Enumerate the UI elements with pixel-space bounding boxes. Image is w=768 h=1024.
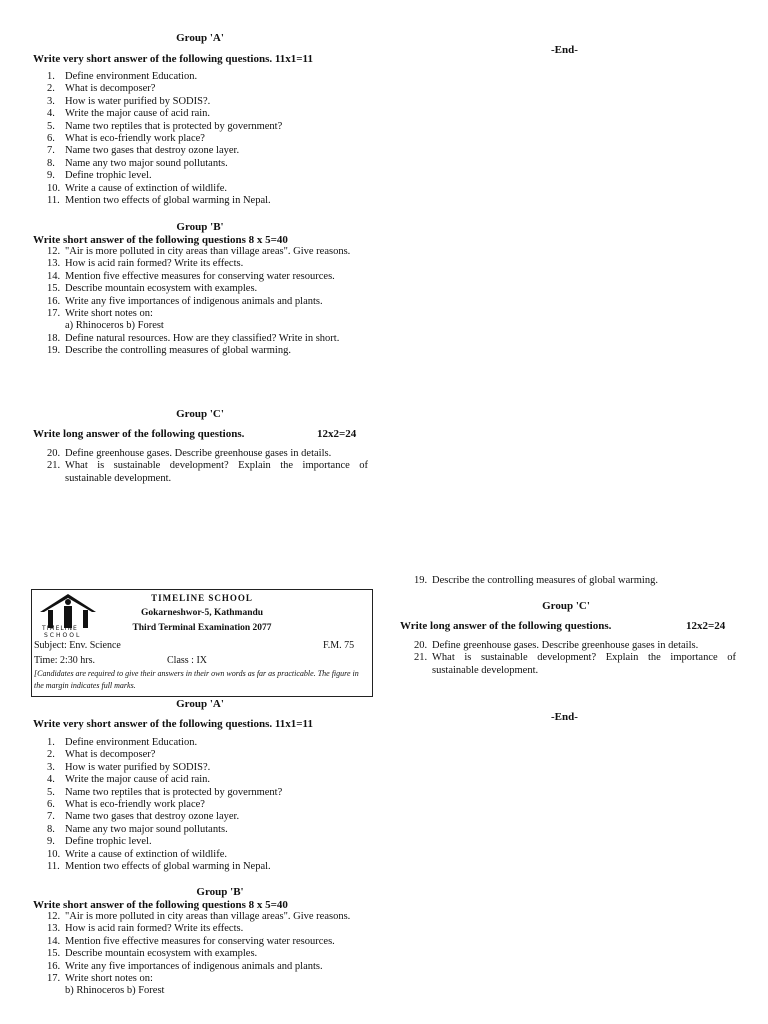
question-number: 3. [47,761,55,773]
question-number: 17. [47,973,61,985]
group-b-title: Group 'B' [176,221,224,233]
question-number: 15. [47,283,61,295]
question-item [33,345,368,357]
question-item [33,71,368,83]
question-text: "Air is more polluted in city areas than village areas". Give reasons. [65,246,351,257]
question-number: 15. [47,948,61,960]
question-item [33,849,368,861]
question-text: What is decomposer? [65,83,156,95]
question-number: 5. [47,120,55,132]
question-text: Describe mountain ecosystem with examples. [65,948,258,960]
question-text: Define natural resources. How are they classified? Write in short. [65,332,340,344]
question-text: Mention five effective measures for conserving water resources. [65,935,335,947]
candidate-note: [Candidates are required to give their answers in their own words as far as practicable. The figure in the margin indicates full marks. [34,669,359,690]
question-item [33,737,368,749]
question-text: Write short notes on: [65,973,153,985]
question-text: How is acid rain formed? Write its effects. [65,923,244,935]
question-item [33,158,368,170]
question-text: Name any two major sound pollutants. [65,157,228,169]
question-text: Name any two major sound pollutants. [65,823,228,835]
question-text: Name two reptiles that is protected by government? [65,786,283,798]
question-number: 11. [47,861,60,873]
question-text: What is sustainable development? Explain the importance of sustainable development. [432,652,736,676]
question-number: 7. [47,145,55,157]
question-item [33,799,368,811]
school-address: Gokarneshwor-5, Kathmandu [140,608,264,618]
question-item [33,283,368,295]
group-b-list [33,246,368,358]
group-b-title-2: Group 'B' [196,886,244,898]
group-b-heading-2: Write short answer of the following questions 8 x 5=40 [33,899,288,911]
question-number: 8. [47,157,55,169]
school-header [31,589,373,697]
question-text: Name two reptiles that is protected by government? [65,120,283,132]
question-text: Write the major cause of acid rain. [65,774,211,786]
question-item [33,836,368,848]
question-number: 14. [47,935,61,947]
group-a-title: Group 'A' [176,32,224,44]
question-item [33,170,368,182]
question-number: 3. [47,95,55,107]
group-c-title-2: Group 'C' [542,600,590,612]
question-number: 8. [47,823,55,835]
question-text: Write a cause of extinction of wildlife. [65,182,227,194]
question-number: 20. [414,640,428,651]
question-text: Describe the controlling measures of global warming. [432,575,658,586]
question-item [33,121,368,133]
question-item [33,308,368,320]
group-a-list-2 [33,737,368,873]
question-item [33,96,368,108]
question-item [33,973,368,985]
question-item [33,811,368,823]
question-item [33,195,368,207]
question-item [33,296,368,308]
question-number: 2. [47,83,55,95]
question-text: Define greenhouse gases. Describe greenhouse gases in details. [65,448,332,459]
subject-label: Subject: Env. Science [34,640,121,651]
question-text: Mention two effects of global warming in Nepal. [65,861,271,873]
question-item [33,460,368,485]
question-number: 18. [47,332,61,344]
question-number: 19. [414,575,428,586]
question-number: 2. [47,749,55,761]
question-item [33,108,368,120]
class-label: Class : IX [167,655,207,666]
question-text: How is acid rain formed? Write its effects. [65,258,244,270]
question-number: 14. [47,270,61,282]
question-number: 10. [47,182,61,194]
logo-subtext: SCHOOL [44,632,82,639]
question-text: Define environment Education. [65,71,198,82]
full-marks: F.M. 75 [323,640,355,651]
question-text: Name two gases that destroy ozone layer. [65,811,240,823]
question-item [33,961,368,973]
question-text: Mention five effective measures for conserving water resources. [65,270,335,282]
question-item [33,448,368,460]
question-number: 1. [47,737,55,748]
question-text: Define environment Education. [65,737,198,748]
question-item [400,652,736,677]
question-text: What is decomposer? [65,749,156,761]
question-text: How is water purified by SODIS?. [65,761,211,773]
question-number: 1. [47,71,55,82]
question-text: What is sustainable development? Explain the importance of sustainable development. [65,460,368,484]
question-text: Define greenhouse gases. Describe greenhouse gases in details. [432,640,699,651]
question-number: 13. [47,258,61,270]
group-c-marks: 12x2=24 [317,428,357,440]
question-item [33,271,368,283]
question-number: 9. [47,836,55,848]
question-item [33,936,368,948]
end-marker: -End- [551,44,578,56]
question-item [33,923,368,935]
group-a-heading: Write very short answer of the following questions. 11x1=11 [33,53,313,65]
question-text: What is eco-friendly work place? [65,799,205,811]
question-text: Write any five importances of indigenous animals and plants. [65,960,323,972]
exam-title: Third Terminal Examination 2077 [132,623,272,633]
question-item [33,145,368,157]
group-c-list-2 [400,640,736,677]
question-item [33,774,368,786]
question-number: 11. [47,195,60,207]
group-c-title: Group 'C' [176,408,224,420]
group-c-marks-2: 12x2=24 [686,620,726,632]
group-c-heading-2: Write long answer of the following questions. [400,620,612,632]
question-number: 13. [47,923,61,935]
question-number: 12. [47,911,61,922]
question-number: 21. [47,460,61,472]
question-text: How is water purified by SODIS?. [65,95,211,107]
question-text: Name two gases that destroy ozone layer. [65,145,240,157]
question-item [400,575,735,587]
question-number: 16. [47,960,61,972]
question-item [33,948,368,960]
question-number: 19. [47,345,61,357]
logo-text: TIMELINE [42,625,78,632]
short-notes-options-2: b) Rhinoceros b) Forest [65,985,165,997]
question-item [33,749,368,761]
question-number: 17. [47,308,61,320]
question-item [33,824,368,836]
time-label: Time: 2:30 hrs. [34,655,96,666]
question-item [33,861,368,873]
question-item [33,183,368,195]
question-text: Describe the controlling measures of global warming. [65,345,291,357]
question-number: 12. [47,246,61,257]
group-b-list-continued [400,575,735,587]
question-text: What is eco-friendly work place? [65,133,205,145]
question-number: 4. [47,774,55,786]
group-c-heading: Write long answer of the following questions. [33,428,245,440]
school-name: TIMELINE SCHOOL [151,593,253,603]
question-number: 6. [47,133,55,145]
question-item [33,133,368,145]
group-a-heading-2: Write very short answer of the following questions. 11x1=11 [33,718,313,730]
question-item [400,640,736,652]
group-b-heading: Write short answer of the following questions 8 x 5=40 [33,234,288,246]
question-item [33,333,368,345]
question-number: 5. [47,786,55,798]
group-b-list-2 [33,911,368,998]
question-number: 4. [47,108,55,120]
question-number: 16. [47,295,61,307]
question-item [33,83,368,95]
short-notes-options: a) Rhinoceros b) Forest [65,320,164,332]
question-text: "Air is more polluted in city areas than village areas". Give reasons. [65,911,351,922]
question-number: 7. [47,811,55,823]
question-number: 10. [47,848,61,860]
question-text: Write the major cause of acid rain. [65,108,211,120]
question-text: Describe mountain ecosystem with examples. [65,283,258,295]
group-c-list [33,448,368,485]
group-a-list [33,71,368,207]
end-marker-2: -End- [551,711,578,723]
question-text: Define trophic level. [65,170,152,182]
question-text: Write a cause of extinction of wildlife. [65,848,227,860]
question-item [33,246,368,258]
group-a-title-2: Group 'A' [176,698,224,710]
question-item [33,258,368,270]
question-number: 20. [47,448,61,459]
question-item [33,762,368,774]
question-item [33,787,368,799]
question-number: 21. [414,652,428,664]
question-text: Write short notes on: [65,308,153,320]
question-number: 9. [47,170,55,182]
question-text: Mention two effects of global warming in Nepal. [65,195,271,207]
question-number: 6. [47,799,55,811]
question-text: Define trophic level. [65,836,152,848]
question-text: Write any five importances of indigenous animals and plants. [65,295,323,307]
question-item [33,911,368,923]
